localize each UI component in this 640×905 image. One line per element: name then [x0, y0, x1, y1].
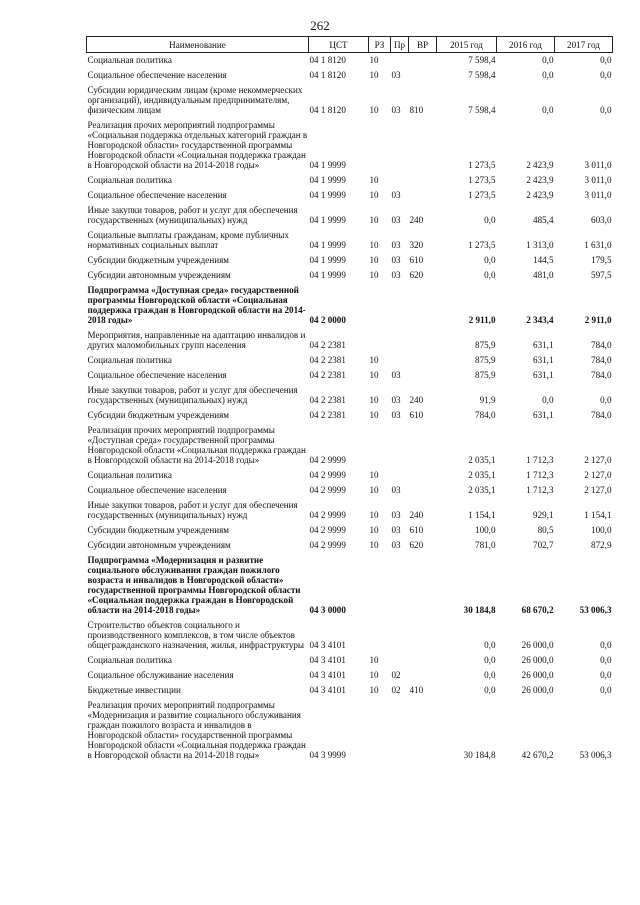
row-cst: 04 1 9999 [309, 215, 346, 225]
table-row [87, 683, 613, 698]
row-name: Подпрограмма «Модернизация и развитие социального обслуживания граждан пожилого возраста и инвалидов в Новгородской области» государственной программы Новгородской области «Социальная поддержка граждан в Новгородской области на 2014-2018 годы» [87, 555, 301, 615]
row-2016: 1 712,3 [526, 455, 554, 465]
row-name: Социальные выплаты гражданам, кроме публичных нормативных социальных выплат [87, 230, 289, 250]
row-2016: 631,1 [533, 355, 554, 365]
row-name: Иные закупки товаров, работ и услуг для обеспечения государственных (муниципальных) нужд [87, 385, 298, 405]
row-2015: 0,0 [484, 640, 496, 650]
row-vr [409, 353, 437, 368]
row-2016: 26 000,0 [521, 655, 554, 665]
row-cst: 04 2 2381 [309, 355, 346, 365]
row-2017: 0,0 [600, 395, 612, 405]
row-name: Социальная политика [87, 355, 172, 365]
table-row [87, 483, 613, 498]
header-cst: ЦСТ [309, 37, 369, 53]
row-cst: 04 2 2381 [309, 370, 346, 380]
row-rz: 10 [369, 525, 379, 535]
row-2016: 1 313,0 [526, 240, 554, 250]
row-cst: 04 3 4101 [309, 655, 346, 665]
row-pr [391, 653, 409, 668]
row-cst: 04 1 8120 [309, 55, 346, 65]
row-2016: 0,0 [542, 70, 554, 80]
row-2015: 2 035,1 [468, 485, 496, 495]
row-2017: 179,5 [591, 255, 612, 265]
row-name: Иные закупки товаров, работ и услуг для обеспечения государственных (муниципальных) нужд [87, 500, 298, 520]
row-cst: 04 1 9999 [309, 270, 346, 280]
row-cst: 04 1 8120 [309, 105, 346, 115]
row-pr [391, 283, 409, 328]
row-pr: 03 [391, 240, 401, 250]
row-name: Социальная политика [87, 55, 172, 65]
table-header-row [87, 37, 613, 53]
table-row [87, 498, 613, 523]
row-2015: 781,0 [475, 540, 496, 550]
row-2015: 1 273,5 [468, 175, 496, 185]
row-vr: 610 [409, 410, 424, 420]
row-name: Подпрограмма «Доступная среда» государственной программы Новгородской области «Социальная поддержка граждан в Новгородской области на 2014-2018 годы» [87, 285, 306, 325]
row-2016: 702,7 [533, 540, 554, 550]
row-vr [409, 698, 437, 763]
row-name: Субсидии бюджетным учреждениям [87, 525, 230, 535]
table-row [87, 228, 613, 253]
row-pr [391, 328, 409, 353]
table-row [87, 53, 613, 69]
row-cst: 04 1 9999 [309, 160, 346, 170]
row-pr [391, 553, 409, 618]
row-vr: 610 [409, 525, 424, 535]
table-row [87, 83, 613, 118]
table-row [87, 268, 613, 283]
row-pr [391, 118, 409, 173]
row-2015: 1 273,5 [468, 190, 496, 200]
row-2015: 7 598,4 [468, 105, 496, 115]
row-2015: 0,0 [484, 215, 496, 225]
row-2017: 0,0 [600, 670, 612, 680]
table-row [87, 368, 613, 383]
row-2017: 597,5 [591, 270, 612, 280]
table-row [87, 408, 613, 423]
row-rz [369, 423, 391, 468]
table-row [87, 618, 613, 653]
row-rz [369, 553, 391, 618]
row-2017: 784,0 [591, 370, 612, 380]
header-vr: ВР [409, 37, 437, 53]
row-cst: 04 2 9999 [309, 470, 346, 480]
row-cst: 04 2 0000 [309, 315, 346, 325]
row-vr: 620 [409, 270, 424, 280]
row-2016: 485,4 [533, 215, 554, 225]
row-rz: 10 [369, 255, 379, 265]
row-cst: 04 2 2381 [309, 340, 346, 350]
row-vr [409, 553, 437, 618]
row-cst: 04 1 9999 [309, 175, 346, 185]
row-pr: 03 [391, 70, 401, 80]
row-cst: 04 1 9999 [309, 255, 346, 265]
row-vr [409, 668, 437, 683]
row-rz: 10 [369, 485, 379, 495]
row-vr: 810 [409, 105, 424, 115]
row-2016: 0,0 [542, 55, 554, 65]
row-pr: 03 [391, 255, 401, 265]
row-2016: 1 712,3 [526, 470, 554, 480]
row-2016: 929,1 [533, 510, 554, 520]
row-vr: 240 [409, 395, 424, 405]
row-2015: 0,0 [484, 670, 496, 680]
row-name: Реализация прочих мероприятий подпрограммы «Модернизация и развитие социального обслуживания граждан пожилого возраста и инвалидов в Новгородской области» государственной программы Новгородской области «Социальная поддержка граждан в Новгородской области на 2014-2018 годы» [87, 700, 306, 760]
row-vr: 620 [409, 540, 424, 550]
row-rz [369, 328, 391, 353]
table-body [87, 53, 613, 764]
row-vr [409, 53, 437, 69]
row-cst: 04 1 8120 [309, 70, 346, 80]
row-vr: 240 [409, 510, 424, 520]
row-2016: 68 670,2 [521, 605, 554, 615]
table-row [87, 468, 613, 483]
row-name: Социальное обеспечение населения [87, 370, 227, 380]
row-2016: 0,0 [542, 395, 554, 405]
row-2017: 2 127,0 [584, 455, 612, 465]
row-rz: 10 [369, 105, 379, 115]
row-rz [369, 698, 391, 763]
row-2016: 42 670,2 [521, 750, 554, 760]
table-row [87, 698, 613, 763]
row-2016: 26 000,0 [521, 640, 554, 650]
row-vr: 240 [409, 215, 424, 225]
row-cst: 04 2 2381 [309, 410, 346, 420]
row-2016: 481,0 [533, 270, 554, 280]
row-2015: 2 035,1 [468, 470, 496, 480]
row-2015: 784,0 [475, 410, 496, 420]
row-2015: 2 035,1 [468, 455, 496, 465]
header-2015: 2015 год [437, 37, 497, 53]
row-pr: 03 [391, 540, 401, 550]
row-name: Мероприятия, направленные на адаптацию инвалидов и других маломобильных групп населения [87, 330, 306, 350]
table-row [87, 253, 613, 268]
row-2015: 0,0 [484, 655, 496, 665]
row-2017: 0,0 [600, 70, 612, 80]
row-cst: 04 2 9999 [309, 485, 346, 495]
table-row [87, 173, 613, 188]
row-2015: 30 184,8 [463, 750, 496, 760]
row-vr [409, 423, 437, 468]
budget-table [86, 36, 613, 763]
row-pr [391, 423, 409, 468]
row-cst: 04 3 4101 [309, 685, 346, 695]
page-number: 262 [310, 18, 330, 33]
row-2016: 631,1 [533, 370, 554, 380]
row-pr: 02 [391, 685, 401, 695]
table-row [87, 538, 613, 553]
row-2017: 3 011,0 [584, 175, 612, 185]
row-name: Социальное обеспечение населения [87, 190, 227, 200]
row-cst: 04 2 9999 [309, 540, 346, 550]
row-2017: 2 911,0 [584, 315, 612, 325]
row-2016: 26 000,0 [521, 685, 554, 695]
row-name: Реализация прочих мероприятий подпрограммы «Доступная среда» государственной программы Новгородской области «Социальная поддержка граждан в Новгородской области на 2014-2018 годы» [87, 425, 306, 465]
row-rz: 10 [369, 655, 379, 665]
row-2016: 2 423,9 [526, 190, 554, 200]
table-row [87, 423, 613, 468]
row-2017: 53 006,3 [579, 750, 612, 760]
table-row [87, 553, 613, 618]
row-2015: 0,0 [484, 270, 496, 280]
row-2015: 100,0 [475, 525, 496, 535]
row-2017: 603,0 [591, 215, 612, 225]
row-rz: 10 [369, 55, 379, 65]
row-vr [409, 468, 437, 483]
row-vr [409, 118, 437, 173]
row-cst: 04 3 4101 [309, 670, 346, 680]
row-vr [409, 283, 437, 328]
row-vr: 410 [409, 685, 424, 695]
table-row [87, 283, 613, 328]
row-name: Субсидии автономным учреждениям [87, 540, 231, 550]
row-2017: 53 006,3 [579, 605, 612, 615]
row-rz [369, 618, 391, 653]
row-2017: 784,0 [591, 355, 612, 365]
row-name: Субсидии автономным учреждениям [87, 270, 231, 280]
row-2015: 0,0 [484, 685, 496, 695]
row-name: Социальная политика [87, 470, 172, 480]
row-cst: 04 3 9999 [309, 750, 346, 760]
row-2015: 1 273,5 [468, 160, 496, 170]
row-rz: 10 [369, 240, 379, 250]
row-2015: 875,9 [475, 340, 496, 350]
row-name: Субсидии юридическим лицам (кроме некоммерческих организаций), индивидуальным предпринимателям, физическим лицам [87, 85, 303, 115]
row-rz: 10 [369, 510, 379, 520]
row-name: Социальная политика [87, 655, 172, 665]
row-2016: 26 000,0 [521, 670, 554, 680]
row-pr: 03 [391, 395, 401, 405]
row-cst: 04 2 9999 [309, 455, 346, 465]
row-2015: 91,9 [479, 395, 496, 405]
row-2017: 784,0 [591, 410, 612, 420]
row-pr [391, 173, 409, 188]
row-rz: 10 [369, 470, 379, 480]
row-rz: 10 [369, 70, 379, 80]
row-rz: 10 [369, 410, 379, 420]
row-name: Строительство объектов социального и производственного комплексов, в том числе объектов общегражданского назначения, жилья, инфраструктуры [87, 620, 305, 650]
row-vr: 320 [409, 240, 424, 250]
table-row [87, 203, 613, 228]
row-2017: 100,0 [591, 525, 612, 535]
row-rz: 10 [369, 270, 379, 280]
row-name: Субсидии бюджетным учреждениям [87, 410, 230, 420]
row-2016: 1 712,3 [526, 485, 554, 495]
row-2015: 7 598,4 [468, 70, 496, 80]
row-2015: 30 184,8 [463, 605, 496, 615]
row-pr [391, 468, 409, 483]
row-rz: 10 [369, 540, 379, 550]
row-2015: 7 598,4 [468, 55, 496, 65]
row-2016: 631,1 [533, 340, 554, 350]
row-pr: 03 [391, 485, 401, 495]
row-pr [391, 53, 409, 69]
row-2017: 0,0 [600, 655, 612, 665]
row-2015: 1 154,1 [468, 510, 496, 520]
row-cst: 04 2 9999 [309, 525, 346, 535]
row-name: Бюджетные инвестиции [87, 685, 181, 695]
row-rz: 10 [369, 215, 379, 225]
row-pr: 03 [391, 270, 401, 280]
header-pr: Пр [391, 37, 409, 53]
row-rz [369, 283, 391, 328]
row-2015: 0,0 [484, 255, 496, 265]
row-vr [409, 173, 437, 188]
row-2015: 1 273,5 [468, 240, 496, 250]
table-row [87, 118, 613, 173]
row-2015: 875,9 [475, 370, 496, 380]
row-name: Социальное обеспечение населения [87, 70, 227, 80]
table-row [87, 68, 613, 83]
row-2016: 80,5 [537, 525, 554, 535]
row-cst: 04 1 9999 [309, 240, 346, 250]
row-rz: 10 [369, 175, 379, 185]
row-cst: 04 2 2381 [309, 395, 346, 405]
table-row [87, 353, 613, 368]
row-pr: 03 [391, 525, 401, 535]
table-row [87, 653, 613, 668]
row-vr [409, 618, 437, 653]
row-cst: 04 3 4101 [309, 640, 346, 650]
row-2017: 0,0 [600, 55, 612, 65]
row-rz: 10 [369, 670, 379, 680]
row-2017: 872,9 [591, 540, 612, 550]
table-row [87, 383, 613, 408]
row-pr: 02 [391, 670, 401, 680]
row-vr [409, 483, 437, 498]
row-vr [409, 653, 437, 668]
row-vr [409, 188, 437, 203]
row-2017: 0,0 [600, 685, 612, 695]
row-rz: 10 [369, 685, 379, 695]
row-name: Реализация прочих мероприятий подпрограммы «Социальная поддержка отдельных категорий граждан в Новгородской области» государственной программы Новгородской области «Социальная поддержка граждан в Новгородской области на 2014-2018 годы» [87, 120, 308, 170]
row-name: Социальная политика [87, 175, 172, 185]
row-name: Субсидии бюджетным учреждениям [87, 255, 230, 265]
row-pr: 03 [391, 370, 401, 380]
row-vr [409, 328, 437, 353]
row-2016: 0,0 [542, 105, 554, 115]
row-rz: 10 [369, 370, 379, 380]
row-rz: 10 [369, 355, 379, 365]
header-2016: 2016 год [497, 37, 555, 53]
row-vr [409, 68, 437, 83]
table-row [87, 188, 613, 203]
table-row [87, 328, 613, 353]
row-rz: 10 [369, 190, 379, 200]
row-rz: 10 [369, 395, 379, 405]
row-name: Социальное обеспечение населения [87, 485, 227, 495]
row-pr: 03 [391, 105, 401, 115]
row-2017: 2 127,0 [584, 470, 612, 480]
row-2017: 1 154,1 [584, 510, 612, 520]
table-row [87, 523, 613, 538]
table-row [87, 668, 613, 683]
row-2017: 784,0 [591, 340, 612, 350]
row-vr: 610 [409, 255, 424, 265]
row-2017: 2 127,0 [584, 485, 612, 495]
row-pr [391, 353, 409, 368]
row-2015: 2 911,0 [468, 315, 496, 325]
header-name: Наименование [87, 37, 309, 53]
row-2016: 144,5 [533, 255, 554, 265]
row-2017: 3 011,0 [584, 160, 612, 170]
row-vr [409, 368, 437, 383]
row-2017: 0,0 [600, 640, 612, 650]
row-2017: 3 011,0 [584, 190, 612, 200]
row-2015: 875,9 [475, 355, 496, 365]
row-2017: 0,0 [600, 105, 612, 115]
row-rz [369, 118, 391, 173]
row-2016: 631,1 [533, 410, 554, 420]
row-name: Социальное обслуживание населения [87, 670, 234, 680]
row-name: Иные закупки товаров, работ и услуг для обеспечения государственных (муниципальных) нужд [87, 205, 298, 225]
row-cst: 04 2 9999 [309, 510, 346, 520]
header-2017: 2017 год [555, 37, 613, 53]
row-pr: 03 [391, 410, 401, 420]
row-pr: 03 [391, 215, 401, 225]
row-2016: 2 423,9 [526, 175, 554, 185]
header-rz: РЗ [369, 37, 391, 53]
row-2016: 2 423,9 [526, 160, 554, 170]
row-pr [391, 618, 409, 653]
row-2016: 2 343,4 [526, 315, 554, 325]
row-2017: 1 631,0 [584, 240, 612, 250]
row-pr [391, 698, 409, 763]
row-cst: 04 1 9999 [309, 190, 346, 200]
row-pr: 03 [391, 510, 401, 520]
row-cst: 04 3 0000 [309, 605, 346, 615]
row-pr: 03 [391, 190, 401, 200]
